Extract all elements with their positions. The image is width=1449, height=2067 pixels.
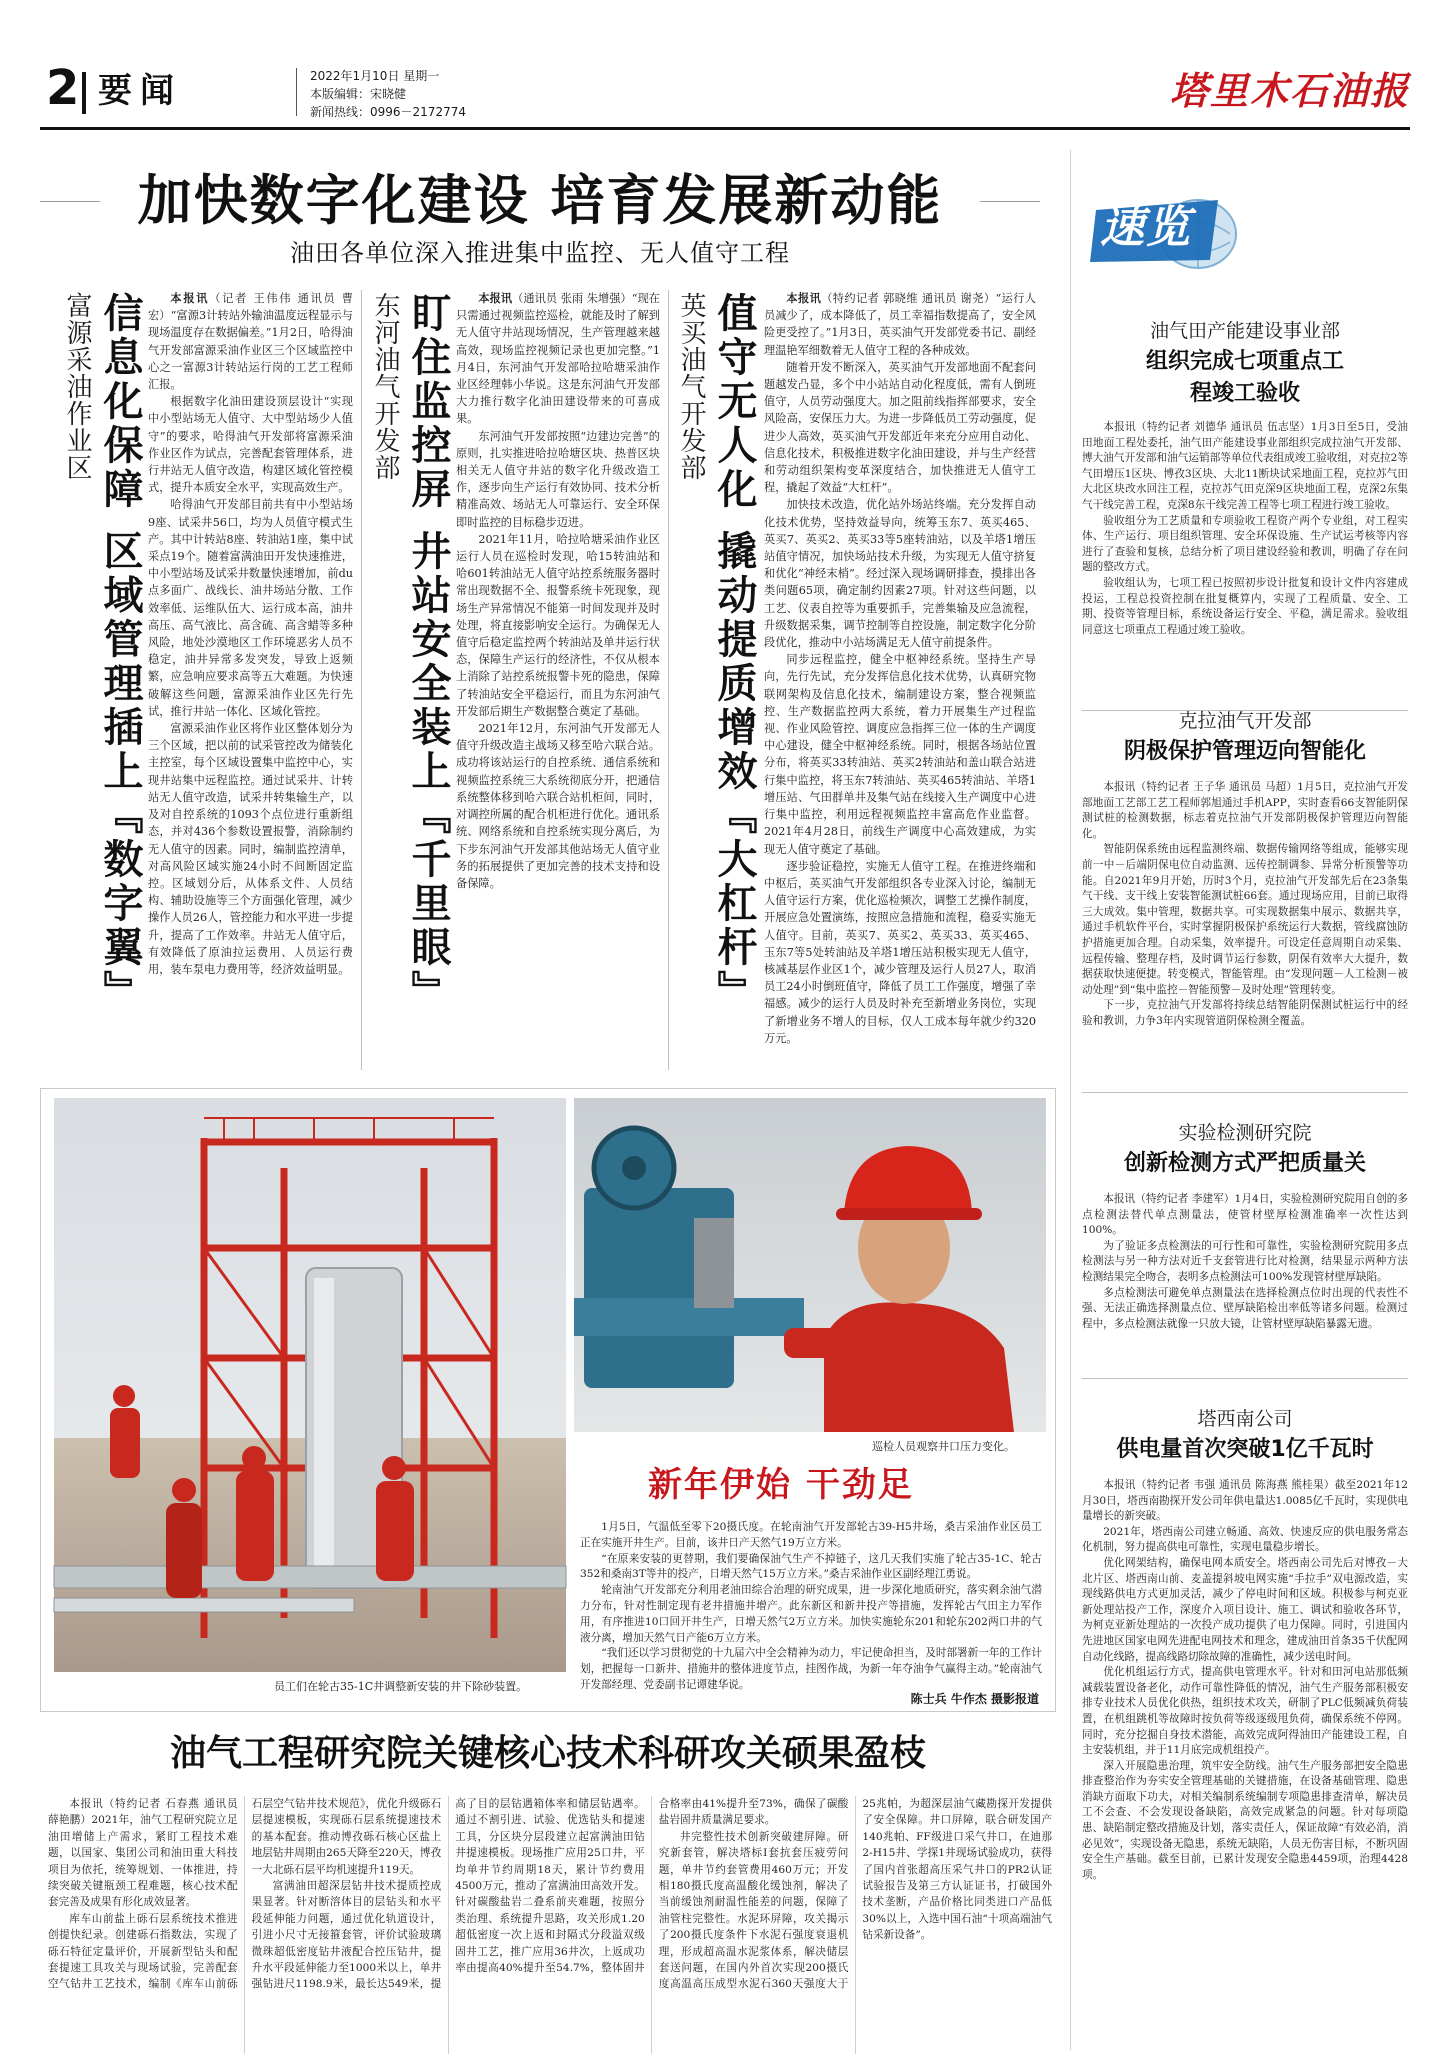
article1-body [148,290,353,1070]
article3-para: （特约记者 郭晓维 通讯员 谢尧）“运行人员减少了，成本降低了，员工幸福指数提高了，安全风险更受控了。”1月3日，英买油气开发部党委书记、副经理温艳军细数着无人值守工程的各种成效。 [764,292,1036,357]
article3-headline: 值守无人化 撬动提质增效『大杠杆』 [711,292,757,1014]
sidebar-para: 深入开展隐患治理，筑牢安全防线。油气生产服务部把安全隐患排查整治作为夯实安全管理基础的关键措施，在设备基础管理、隐患消缺方面取下功夫，对相关编制系统编制专项隐患排查清单，解决员工不会查、不会发现设备缺陷，高效完成紧急的问题。针对每项隐患、缺陷制定整改措施及计划，落实责任人，保证故障“有效必消，消必见效”，实现设备无隐患，系统无缺陷，人员无伤害目标，不断巩固安全生产基础。截至目前，已累计发现安全隐患4459项，治理4428项。 [1082,1759,1408,1881]
sidebar-item-3-body [1082,1192,1408,1370]
page-number-rule [82,72,86,114]
sidebar-item-1-headline: 组织完成七项重点工程竣工验收 [1145,349,1344,406]
sidebar-label-badge [1090,190,1240,272]
photo-feature-body [580,1520,1042,1691]
lead-subtitle: 油田各单位深入推进集中监控、无人值守工程 [290,239,790,267]
article3-byline: 本报讯 [786,292,822,305]
sidebar-para: 优化网架结构，确保电网本质安全。塔西南公司先后对博孜－大北片区、塔西南山前、麦盖提斜坡电网实施“手拉手”双电源改造，实现线路供电方式更加灵活，减少了停电时间和区域。积极参与柯克亚新处理站投产工作，深度介入项目设计、施工、调试和验收各环节，为柯克亚新处理站的一次投产成功提供了电力保障。同时，引进国内先进地区国家电网先进配电网技术和理念，建成油田首条35千伏配网自动化线路，提高线路切除故障的准确性，减少送电时间。 [1082,1556,1408,1663]
sidebar-item-1-body [1082,420,1408,705]
article2-headline: 盯住监控屏 井站安全装上『千里眼』 [405,292,451,1014]
photo-feature-title: 新年伊始 干劲足 [648,1465,914,1505]
sidebar-item-2-headline: 阴极保护管理迈向智能化 [1123,739,1366,764]
masthead [40,62,1410,126]
sidebar-para: 2021年，塔西南公司建立畅通、高效、快速反应的供电服务常态化机制，努力提高供电可靠性，实现电量稳步增长。 [1082,1525,1408,1554]
article1-para: （记者 王伟伟 通讯员 曹宏）“富源3计转站外输油温度远程显示与现场温度存在数据偏差。”1月2日，哈得油气开发部富源采油作业区三个区域监控中心之一富源3计转站运行岗的工艺工程师汇报。 [148,292,353,392]
sidebar-item-4-unit: 塔西南公司 [1197,1408,1293,1430]
article1-unit: 富源采油作业区 [62,292,92,481]
sidebar-para: 多点检测法可避免单点测量法在选择检测点位时出现的代表性不强、无法正确选择测量点位、壁厚缺陷检出率低等诸多问题。检测过程中，多点检测法就像一只放大镜，让管材壁厚缺陷暴露无遗。 [1082,1286,1408,1330]
sidebar-para: 为了验证多点检测法的可行性和可靠性，实验检测研究院用多点检测法与另一种方法对近千支套管进行比对检测，结果显示两种方法检测结果完全吻合，表明多点检测法可100%发现管材壁厚缺陷。 [1082,1239,1408,1283]
bottom-para: 富满油田超深层钻井技术提质控成果显著。针对断溶体目的层钻头和水平段延伸能力问题，通过优化轨道设计，引进小尺寸无接箍套管，评价试验玻璃微珠超低密度钻井液配合控压钻井，提升水平段延伸能力至1000米以上，单井强钻进尺1198.9米，最长达549米，提高了目的层钻遇箱体率和储层钻遇率。通过不割引进、试验、优选钻头和提速工具，分区块分层段建立起富满油田钻井提速模板。现场推广应用25口井，平均单井节约周期18天，累计节约费用4500万元，推动了富满油田高效开发。针对碳酸盐岩二叠系前夹难题，按照分类治理、系统提升思路，攻关形成1.20超低密度一次上返和封隔式分段溢双级固井工艺，推广应用36井次，上返成功率由提高40%提升至54.7%，整体固井合格率由41%提升至73%，确保了碳酸盐岩固井质量满足要求。 [251,1798,849,1991]
sidebar-item-4-headline: 供电量首次突破1亿千瓦时 [1116,1437,1374,1462]
lead-title: 加快数字化建设 培育发展新动能 [137,169,943,232]
article2-byline: 本报讯 [478,292,513,305]
photo-sand-removal [54,1098,566,1672]
sidebar-para: 优化机组运行方式，提高供电管理水平。针对和田河电站那低频减载装置设备老化，动作可靠性降低的情况，油气生产服务部积极安排专业技术人员优化供热，组织技术攻关，研制了PLC低频减负荷装置，在机组跳机等故障时按负荷等级逐级甩负荷，确保系统不停网。同时，充分挖掘自身技术潜能，高效完成阿得油田产能建设工程，自主安装机组，并于11月底完成机组投产。 [1082,1666,1408,1757]
sidebar-item-1-unit: 油气田产能建设事业部 [1149,320,1340,342]
sidebar-label: 速览 [1100,202,1192,253]
photo-feature-para: 1月5日，气温低至零下20摄氏度。在轮南油气开发部轮古39-H5井场，桑吉采油作业区员工正在实施开井生产。目前，该井日产天然气19万立方米。 [580,1521,1042,1549]
masthead-rule [40,127,1410,130]
bottom-headline: 油气工程研究院关键核心技术科研攻关硕果盈枝 [169,1733,926,1774]
sidebar-item-2-body [1082,780,1408,1085]
article3-para: 逐步验证稳控，实施无人值守工程。在推进终端和中枢后，英买油气开发部组织各专业深入讨论，编制无人值守运行方案，优化巡检频次，调整工艺操作制度，开展应急处置演练，按照应急措施和流程，稳妥实施无人值守。目前，英买7、英买2、英买33、英买465、玉东7等5处转油站及羊塔1增压站积极实现无人值守，核减基层作业区1个，减少管理及运行人员27人，取消员工24小时倒班值守，降低了员工工作强度，增强了幸福感。减少的运行人员及时补充至新增业务岗位，实现了新增业务不增人的目标，仅人工成本每年就少约320万元。 [764,859,1036,1045]
section-name: 要闻 [98,71,182,111]
sidebar-para: 本报讯（特约记者 李建军）1月4日，实验检测研究院用自创的多点检测法替代单点测量法，使管材壁厚检测准确率一次性达到100%。 [1082,1193,1408,1237]
sidebar-para: 下一步，克拉油气开发部将持续总结智能阴保测试桩运行中的经验和教训，力争3年内实现管道阴保检测全覆盖。 [1082,999,1408,1027]
news-hotline: 新闻热线：0996－2172774 [310,105,466,119]
article2-para: 东河油气开发部按照“边建边完善”的原则，扎实推进哈拉哈塘区块、热普区块相关无人值守井站的数字化升级改造工作，逐步向生产运行有效协同、技术分析精准高效、场站无人可靠运行、安全环保即时监控的目标稳步迈进。 [456,429,660,529]
page-editor: 本版编辑：宋晓健 [310,87,407,101]
sidebar-para: 本报讯（特约记者 刘德华 通讯员 伍志坚）1月3日至5日，受油田地面工程处委托，油气田产能建设事业部组织完成拉油气开发部、博大油气开发部和油气运销部等单位代表组成竣工验收组，对克拉2等气田增压1区块、博孜3区块、大北11断块试采地面工程，克拉苏气田大北区块改水回注工程，克拉苏气田克深9区块地面工程，克深2东集气干线完善工程，克深8东干线完善工程等七项工程进行竣工验收。 [1082,421,1408,511]
sidebar-para: 验收组认为，七项工程已按照初步设计批复和设计文件内容建成投运，工程总投资控制在批复概算内，实现了工程质量、安全、工期、投资等管理目标，系统设备运行安全、平稳，满足需求。验收组同意这七项重点工程通过竣工验收。 [1082,576,1408,636]
sidebar-para: 智能阴保系统由远程监测终端、数据传输网络等组成，能够实现前一中－后端阴保电位自动监测、远传控制调参、异常分析预警等功能。自2021年9月开始，历时3个月，克拉油气开发部先后在23条集气干线、支干线上安装智能测试桩66套。通过现场应用，目前已取得三大成效。集中管理，数据共享。可实现数据集中展示、数据共享，通过手机软件平台，实时掌握阴极保护系统运行大数据，管线腐蚀防护措施更加合理。自动采集，效率提升。可设定任意周期自动采集、远程传输、整理存档，及时调节运行参数，阴保有效率大大提升，数据获取快速便捷。转变模式，智能管理。由“发现问题－人工检测－被动处理”到“集中监控－智能预警－及时处理”管理转变。 [1082,843,1408,996]
bottom-para: 库车山前盐上砾石层系统技术推进创提快纪录。创建砾石指数法，实现了砾石特征定量评价，开展新型钻头和配套提速工具攻关与现场试验，完善配套空气钻井工艺技术，编制《库车山前砾石层空气钻井技术规范》，优化升级砾石层提速模板，实现砾石层系统提速技术的基本配套。推动博孜砾石核心区盐上地层钻井周期由265天降至220天，博孜一大北砾石层平均机速提升119天。 [48,1798,442,1991]
article1-para: 富源采油作业区将作业区整体划分为三个区域，把以前的试采管控改为储装化主控室，每个区域设置集中监控中心，实现井站集中远程监控。通过试采井、计转站无人值守改造，试采井转集输生产，以及对自控系统的1093个点位进行重新组态，并对436个参数设置报警，消除制约无人值守的因素。同时，编制监控清单，对高风险区域实施24小时不间断固定监控。区域划分后，从体系文件、人员结构、辅助设施等三个方面强化管理，减少操作人员26人，管控能力和水平进一步提升，提高了工作效率。井站无人值守后，有效降低了原油拉运费用、人员运行费用，装车泵电力费用等，经济效益明显。 [148,722,353,976]
bottom-body [48,1796,1052,2054]
article2-unit: 东河油气开发部 [370,292,400,481]
sidebar-para: 本报讯（特约记者 韦强 通讯员 陈海燕 熊桂果）截至2021年12月30日，塔西南勘探开发公司年供电量达1.0085亿千瓦时，实现供电量增长的新突破。 [1082,1479,1408,1523]
masthead-divider [296,68,297,116]
sidebar-rule [1070,150,1071,2050]
photo-feature-para: “在原来安装的更替期，我们要确保油气生产不掉链子，这几天我们实施了轮古35-1C、轮古352和桑南3T等井的投产，日增天然气15万立方米。”桑吉采油作业区副经理江勇说。 [580,1552,1042,1581]
article2-para: 2021年12月，东河油气开发部无人值守升级改造主战场又移至哈六联合站。成功将该站运行的自控系统、通信系统和视频监控系统三大系统彻底分开，把通信系统整体移到哈六联合站机柜间，同时，对调控所属的配合机柜进行优化。通讯系统、网络系统和自控系统实现分离后，为下步东河油气开发部其他站场无人值守业务的拓展提供了更加完善的技术支持和设备保障。 [456,722,660,890]
sidebar-divider [1082,1092,1408,1093]
paper-name-logo: 塔里木石油报 [1169,68,1410,113]
issue-date: 2022年1月10日 星期一 [310,69,440,83]
sidebar-para: 验收组分为工艺质量和专项验收工程资产两个专业组，对工程实体、生产运行、项目组织管理、安全环保设施、生产试运考核等内容进行了查验和复核，总结分析了项目建设经验和教训，明确了存在问题的整改方式。 [1082,514,1408,574]
article1-para: 根据数字化油田建设顶层设计“实现中小型站场无人值守、大中型站场少人值守”的要求，哈得油气开发部将富源采油作业区作为试点，完善配套管理体系，进行井站无人值守改造，构建区域化管控模式，提升本质安全水平，实现高效生产。 [148,395,353,495]
bottom-para: 井完整性技术创新突破建屏障。研究新套管，解决塔标Ⅰ套抗套压疲劳问题，单井节约套管费用460万元；开发相180摄氏度高温酸化缓蚀剂，解决了当前缓蚀剂耐温性能差的问题，保障了油管柱完整性。水泥环屏障，攻关揭示了200摄氏度条件下水泥石强度衰退机理，形成超高温水泥浆体系，解决储层套送问题，在国内外首次实现200摄氏度高温高压成型水泥石360天强度大于25兆帕，为超深层油气藏勘探开发提供了安全保障。井口屏障，联合研发国产140兆帕、FF级进口采气井口，在迪那2-H15井、学探1井现场试验成功，获得了国内首张超高压采气井口的PR2认证试验报告及第三方认证证书，打破国外技术垄断，产品价格比同类进口产品低30%以上，入选中国石油“十项高端油气钻采新设备”。 [658,1798,1052,1991]
article3-body [764,290,1036,1070]
article2-para: （通讯员 张雨 朱增强）“现在只需通过视频监控巡检，就能及时了解到无人值守井站现场情况，生产管理越来越高效，现场监控视频记录也更加完整。”1月4日，东河油气开发部哈拉哈塘采油作业区经理韩小华说。这是东河油气开发部大力推行数字化油田建设带来的可喜成果。 [456,292,660,426]
photo-caption-right: 巡检人员观察井口压力变化。 [872,1440,1015,1453]
lead-title-box [40,165,1040,283]
article1-headline: 信息化保障 区域管理插上『数字翼』 [97,292,143,1014]
photo-illustration [574,1098,1046,1432]
sidebar-divider [1082,1378,1408,1379]
page-number: 2 [46,60,80,116]
sidebar-para: 本报讯（特约记者 王子华 通讯员 马超）1月5日，克拉油气开发部地面工艺部工艺工程师郭旭通过手机APP，实时查看66支智能阴保测试桩的检测数据，标志着克拉油气开发部阴极保护管理迈向智能化。 [1082,781,1408,840]
column-rule [668,290,669,1070]
article1-para: 哈得油气开发部目前共有中小型站场9座、试采井56口，均为人员值守模式生产。其中计转站8座、转油站1座，集中试采点19个。随着富满油田开发快速推进，中小型站场及试采井数量快速增加，前du点多面广、战线长、油井场站分散、工作效率低、运维队伍大、运行成本高，油井高压、高气液比、高含硫、高含蜡等多种风险，地处沙漠地区工作环境恶劣人员不稳定，油井异常多发突发，导致上返频繁，应急响应要求高等五大难题。为快速破解这些问题，富源采油作业区先行先试，推行井站一体化、区域化管控。 [148,498,353,718]
sidebar-item-4-body [1082,1478,1408,2054]
article2-para: 2021年11月，哈拉哈塘采油作业区运行人员在巡检时发现，哈15转油站和哈601转油站无人值守站控系统服务器时常出现数据不全、报警系统卡死现象，现场生产异常情况不能第一时间发现并及时处理，将直接影响安全运行。为确保无人值守后稳定监控两个转油站及单井运行状态，保障生产运行的经济性，不仅从根本上消除了站控系统报警卡死的隐患，保障了转油站安全平稳运行，而且为东河油气开发部后期生产数据整合奠定了基础。 [456,532,660,718]
article3-para: 随着开发不断深入，英买油气开发部地面不配套问题越发凸显，多个中小站站自动化程度低，需有人倒班值守，人员劳动强度大。加之阻前线指挥部要求，安全风险高，安保压力大。为进一步降低员工劳动强度，促进少人高效，英买油气开发部近年来充分应用自动化、信息化技术，积极推进数字化油田建设，并与生产经营和劳动组织架构变革深度结合，加快推进无人值守工程，撬起了效益“大杠杆”。 [764,360,1036,495]
column-rule [361,290,362,1070]
sidebar-item-3-headline: 创新检测方式严把质量关 [1123,1151,1366,1176]
article1-byline: 本报讯 [170,292,210,305]
photo-wellhead-inspection [574,1098,1046,1432]
bottom-para: 本报讯（特约记者 石春燕 通讯员 薛艳鹏）2021年，油气工程研究院立足油田增储上产需求，紧盯工程技术难题，以国家、集团公司和油田重大科技项目为依托，统筹规划、一体推进，持续突破关键瓶颈工程难题，核心技术配套完善及成果有形化成效显著。 [48,1798,238,1909]
sidebar-item-3-unit: 实验检测研究院 [1178,1122,1312,1144]
photo-caption-left: 员工们在轮古35-1C井调整新安装的井下除砂装置。 [274,1680,528,1693]
sidebar-item-2-unit: 克拉油气开发部 [1178,710,1312,732]
photo-illustration [54,1098,566,1672]
photo-feature-para: 轮南油气开发部充分利用老油田综合治理的研究成果，进一步深化地质研究，落实剩余油气潜力分布，针对性制定现有老井措施井增产。此东新区和新井投产等措施，发挥轮古气田主力军作用，有序推进10口回开井生产，日增天然气2万立方米。加快实施轮东201和轮东202两口井的气液分离，增加天然气日产能6万立方米。 [580,1584,1042,1644]
article3-para: 同步远程监控，健全中枢神经系统。坚持生产导向，先行先试，充分发挥信息化技术优势，认真研究物联网架构及信息化技术，编制建设方案，整合视频监控、生产数据监控两大系统，着力开展集生产过程监视、作业风险管控、调度应急指挥三位一体的生产调度中心建设，健全中枢神经系统。同时，根据各场站位置分布，将英买33转油站、英买2转油站和盖山联合站进行集中监控，将玉东7转油站、英买465转油站、羊塔1增压站、气田群单井及集气站在线接入生产调度中心进行集中监控，利用远程视频监控丰富高危作业监督。2021年4月28日，前线生产调度中心高效建成，为实现无人值守奠定了基础。 [764,653,1036,856]
photo-credit: 陈士兵 牛作杰 摄影报道 [910,1692,1039,1706]
article3-unit: 英买油气开发部 [676,292,706,481]
article3-para: 加快技术改造，优化站外场站终端。充分发挥自动化技术优势，坚持效益导向，统筹玉东7、英买465、英买7、英买2、英买33等5座转油站，以及羊塔1增压站值守情况，加快场站技术升级，为实现无人值守挤复和优化“神经末梢”。经过深入现场调研排查，摸排出各类问题65项，确定制约因素27项。针对这些问题，以工艺、仪表自控等为重要抓手，完善集输及应急流程，升级数据采集，调节控制等自控设施，制定数字化分阶段优化，推动中小站场满足无人值守前提条件。 [764,498,1036,650]
photo-feature-para: “我们还以学习贯彻党的十九届六中全会精神为动力，牢记使命担当，及时部署新一年的工作计划，把握每一口新井、措施井的整体进度节点，挂图作战，为新一年夺油争气赢得主动。”轮南油气开发部经理、党委副书记谭建华说。 [580,1647,1042,1691]
article2-body [456,290,660,1070]
